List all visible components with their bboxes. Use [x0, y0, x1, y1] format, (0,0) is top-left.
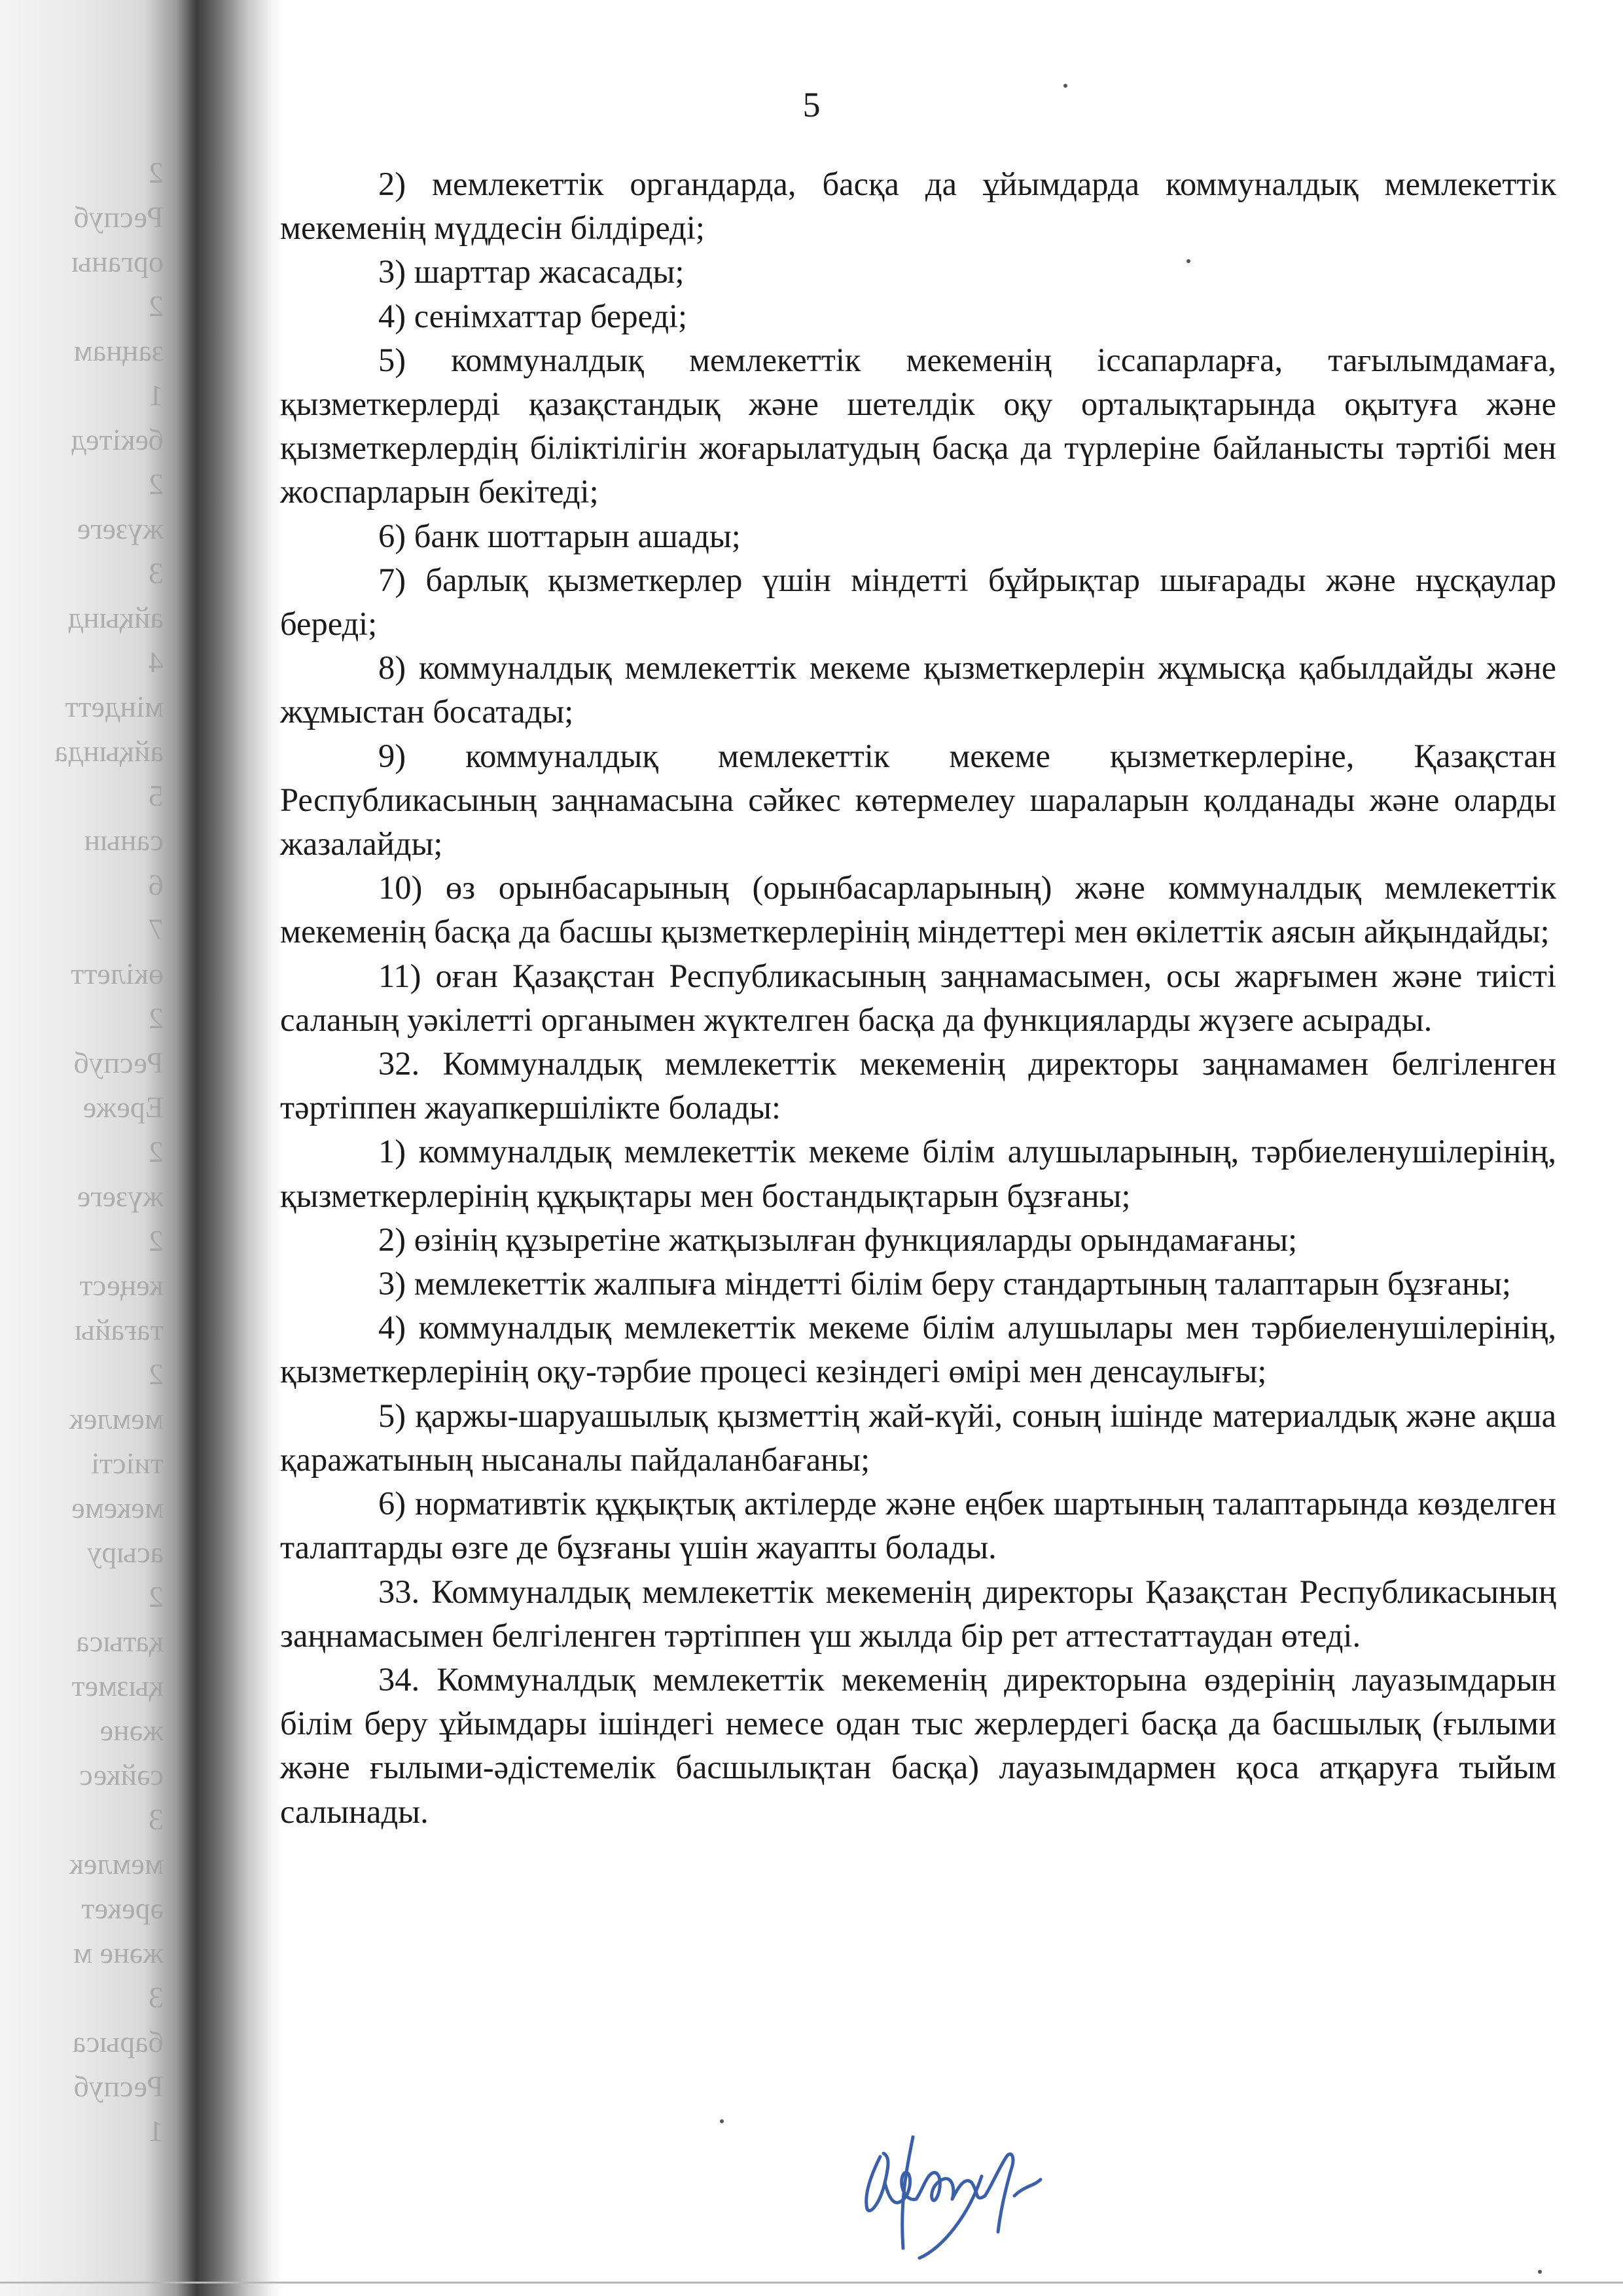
scan-speck	[1538, 2270, 1542, 2274]
bleed-through-line: айқынд	[67, 601, 164, 634]
bleed-through-line: 2	[149, 1580, 164, 1613]
bleed-through-line: Ереже	[82, 1090, 164, 1124]
scan-speck	[720, 2119, 724, 2123]
paragraph: 2) мемлекеттік органдарда, басқа да ұйымдарда коммуналдық мемлекеттік мекеменің мүддесін білдіреді;	[280, 166, 1556, 247]
bleed-through-line: мекеме	[71, 1491, 164, 1524]
bleed-through-line: Респуб	[73, 1046, 164, 1079]
bleed-through-line: 3	[149, 1981, 164, 2014]
paragraph: 2) өзінің құзыретіне жатқызылған функцияларды орындамағаны;	[378, 1221, 1298, 1258]
bleed-through-line: өкілетт	[71, 957, 164, 990]
bleed-through-line: тиісті	[91, 1446, 164, 1480]
bleed-through-line: 2	[149, 467, 164, 501]
paragraph: 3) шарттар жасасады;	[378, 253, 685, 291]
bleed-through-line: 3	[149, 556, 164, 590]
document-body	[280, 162, 1556, 1834]
bleed-through-line: бекітед	[71, 423, 164, 456]
bleed-through-line: және	[99, 1713, 164, 1747]
paragraph: 10) өз орынбасарының (орынбасарларының) және коммуналдық мемлекеттік мекеменің басқа да басшы қызметкерлерінің міндеттері мен өкілеттік аясын айқындайды;	[280, 869, 1556, 950]
paragraph: 6) банк шоттарын ашады;	[378, 517, 741, 554]
paragraph: 11) оған Қазақстан Республикасының заңнамасымен, осы жарғымен және тиісті саланың уәкілетті органымен жүктелген басқа да функцияларды жүзеге асырады.	[280, 957, 1556, 1038]
paragraph: 6) нормативтік құқықтық актілерде және еңбек шартының талаптарында көзделген талаптарды өзге де бұзғаны үшін жауапты болады.	[280, 1485, 1556, 1566]
bleed-through-line: кеңест	[79, 1268, 164, 1302]
bleed-through-line: сәйкес	[79, 1758, 164, 1791]
bleed-through-line: заңнам	[73, 334, 164, 367]
bleed-through-line: қатыса	[76, 1624, 164, 1658]
bleed-through-text	[0, 151, 164, 2153]
paragraph: 8) коммуналдық мемлекеттік мекеме қызметкерлерін жұмысқа қабылдайды және жұмыстан босатады;	[280, 649, 1556, 730]
bleed-through-line: және м	[73, 1936, 164, 1969]
bleed-through-line: айқында	[54, 734, 164, 768]
bleed-through-line: 6	[149, 868, 164, 901]
bleed-through-line: тағайы	[75, 1313, 164, 1346]
bleed-through-line: 4	[149, 645, 164, 679]
bleed-through-line: санын	[84, 823, 164, 857]
paragraph: 4) сенімхаттар береді;	[378, 297, 688, 334]
bleed-through-line: жүзеге	[77, 512, 164, 545]
bleed-through-line: 7	[149, 912, 164, 946]
bleed-through-line: Респуб	[73, 200, 164, 234]
bleed-through-line: мемлек	[69, 1847, 164, 1880]
bleed-through-line: 1	[149, 2114, 164, 2147]
paragraph: 5) коммуналдық мемлекеттік мекеменің іссапарларға, тағылымдамаға, қызметкерлерді қазақстандық және шетелдік оқу орталықтарында оқытуға және қызметкерлердің біліктілігін жоғарылатудың басқа да түрлеріне байланысты тәртібі мен жоспарларын бекітеді;	[280, 341, 1556, 511]
bleed-through-line: 2	[149, 1135, 164, 1168]
bleed-through-line: 2	[149, 156, 164, 189]
page-number: 5	[802, 85, 821, 124]
scan-bottom-edge	[0, 2282, 1623, 2284]
bleed-through-line: қызмет	[71, 1669, 164, 1702]
paragraph: 5) қаржы-шаруашылық қызметтің жай-күйі, соның ішінде материалдық және ақша қаражатының нысаналы пайдаланбағаны;	[280, 1397, 1556, 1478]
scan-speck	[1186, 259, 1190, 263]
bleed-through-line: 1	[149, 378, 164, 412]
scan-speck	[1063, 84, 1067, 88]
bleed-through-line: 2	[149, 1224, 164, 1257]
paragraph: 9) коммуналдық мемлекеттік мекеме қызметкерлеріне, Қазақстан Республикасының заңнамасына сәйкес көтермелеу шараларын қолданады және оларды жазалайды;	[280, 737, 1556, 863]
bleed-through-line: 2	[149, 1001, 164, 1035]
bleed-through-line: міндетт	[65, 690, 164, 723]
bleed-through-line: әрекет	[81, 1892, 164, 1925]
bleed-through-line: асыру	[86, 1535, 164, 1569]
paragraph: 4) коммуналдық мемлекеттік мекеме білім алушылары мен тәрбиеленушілерінің, қызметкерлерінің оқу-тәрбие процесі кезіндегі өмірі мен денсаулығы;	[280, 1309, 1556, 1390]
paragraph: 7) барлық қызметкерлер үшін міндетті бұйрықтар шығарады және нұсқаулар береді;	[280, 561, 1556, 643]
bleed-through-line: Респуб	[73, 2070, 164, 2103]
paragraph: 1) коммуналдық мемлекеттік мекеме білім алушыларының, тәрбиеленушілерінің, қызметкерлерінің құқықтары мен бостандықтарын бұзғаны;	[280, 1133, 1556, 1214]
bleed-through-line: 2	[149, 289, 164, 323]
bleed-through-line: 2	[149, 1357, 164, 1391]
paragraph: 32. Коммуналдық мемлекеттік мекеменің директоры заңнамамен белгіленген тәртіппен жауапкершілікте болады:	[280, 1045, 1556, 1126]
paragraph: 3) мемлекеттік жалпыға міндетті білім беру стандартының талаптарын бұзғаны;	[378, 1265, 1511, 1302]
bleed-through-line: органы	[71, 245, 164, 278]
paragraph: 33. Коммуналдық мемлекеттік мекеменің директоры Қазақстан Республикасының заңнамасымен белгіленген тәртіппен үш жылда бір рет аттестаттаудан өтеді.	[280, 1573, 1556, 1654]
bleed-through-line: 3	[149, 1803, 164, 1836]
bleed-through-line: барыса	[72, 2025, 164, 2058]
bleed-through-line: 5	[149, 779, 164, 812]
paragraph: 34. Коммуналдық мемлекеттік мекеменің директорына өздерінің лауазымдарын білім беру ұйымдары ішіндегі немесе одан тыс жерлердегі басқа да басшылық (ғылыми және ғылыми-әдістемелік басшылықтан басқа) лауазымдармен қоса атқаруға тыйым салынады.	[280, 1660, 1556, 1830]
bleed-through-line: мемлек	[69, 1402, 164, 1435]
handwritten-signature	[844, 2117, 1080, 2268]
bleed-through-line: жүзеге	[77, 1179, 164, 1213]
